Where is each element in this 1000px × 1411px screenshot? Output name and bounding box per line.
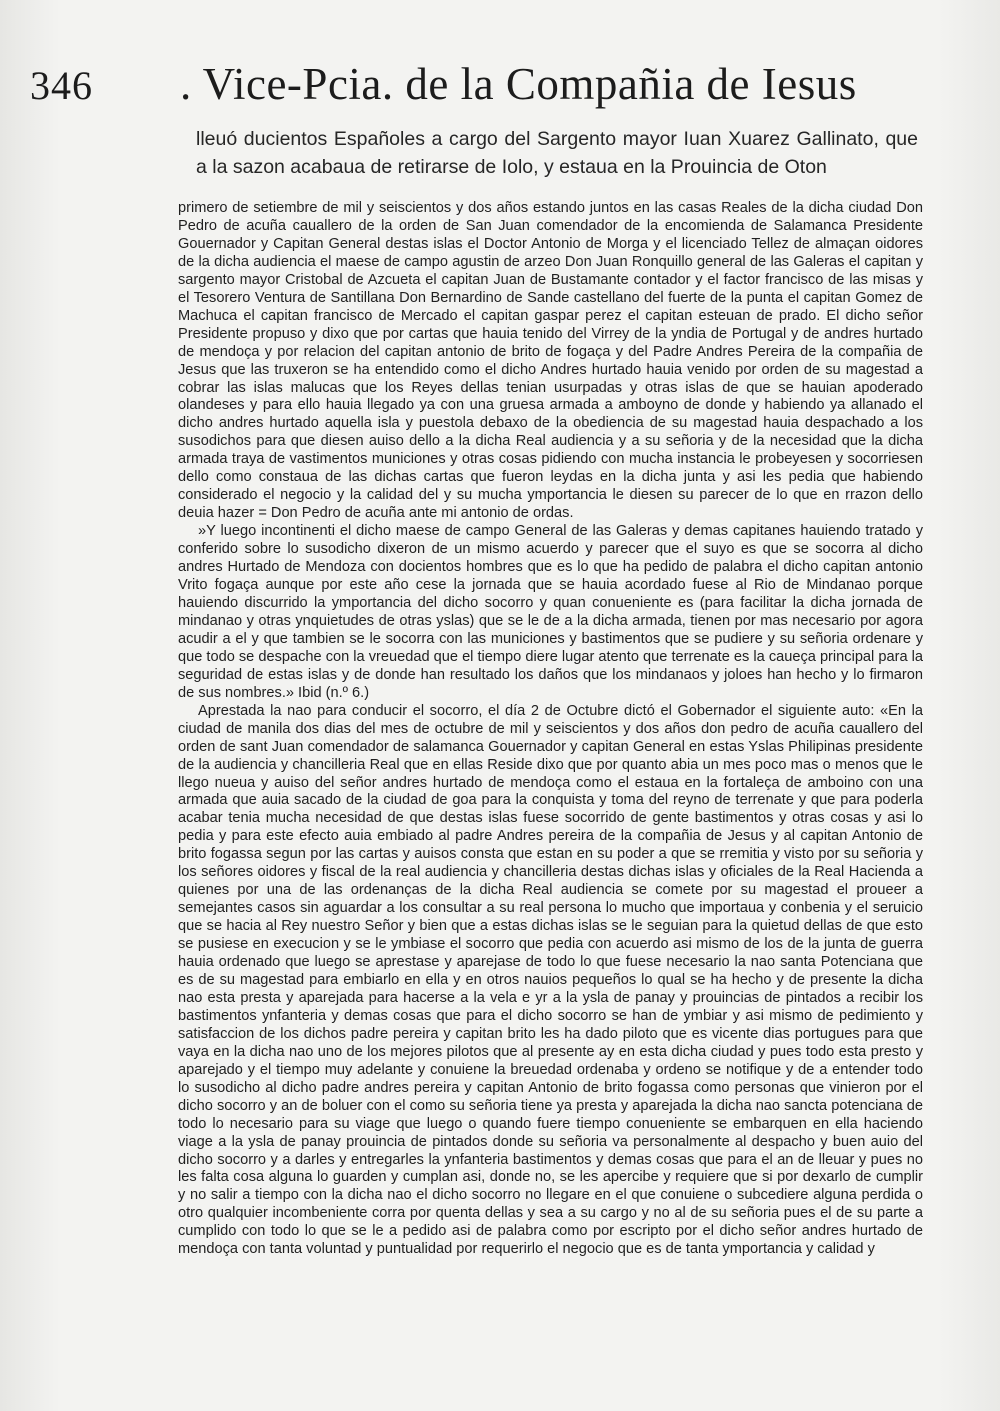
document-body — [178, 200, 923, 1259]
running-title: . Vice-Pcia. de la Compañia de Iesus — [180, 59, 857, 109]
page-number: 346 — [30, 63, 93, 108]
paragraph-2: »Y luego incontinenti el dicho maese de campo General de las Galeras y demas capitanes hauiendo tratado y conferido sobre lo susodicho dixeron de un mismo acuerdo y parecer que el suyo es que se socorra al dicho andres Hurtado de Mendoza con docientos hombres que es lo que ha pedido de palabra el dicho capitan antonio Vrito fogaça aunque por este año cese la jornada que se hauia acordado fuese al Rio de Mindanao porque hauiendo discurrido la ymportancia del dicho socorro y quan conueniente es (para facilitar la dicha jornada de mindanao y otras ynquietudes de otras yslas) que se le de a la dicha armada, tienen por mas necesario por agora acudir a el y que tambien se le socorra con las municiones y bastimentos que se pudiere y su señoria ordenare y que todo se despache con la vreuedad que el tiempo diere lugar atento que terrenate es la caueça principal para la seguridad de estas islas y de donde han resultado los daños que los mindanaos y joloes han hecho y lo firmaron de sus nombres.» Ibid (n.º 6.) — [178, 523, 923, 701]
intro-paragraph: lleuó ducientos Españoles a cargo del Sargento mayor Iuan Xuarez Gallinato, que a la sazon acabaua de retirarse de Iolo, y estaua en la Prouincia de Oton — [196, 128, 918, 178]
paragraph-3: Aprestada la nao para conducir el socorro, el día 2 de Octubre dictó el Gobernador el siguiente auto: «En la ciudad de manila dos dias del mes de octubre de mil y seiscientos y dos años don pedro de acuña cauallero del orden de sant Juan comendador de salamanca Gouernador y capitan General en estas Yslas Philipinas presidente de la audiencia y chancilleria Real que en ellas Reside dixo que por quanto abia un mes poco mas o menos que le llego nueua y auiso del señor andres hurtado de mendoça como el estaua en la fortaleça de amboino con una armada que auia sacado de la ciudad de goa para la conquista y toma del reyno de terrenate y que para poderla acabar tenia mucha necesidad de que destas islas fuese socorrido de gente bastimentos y otras cosas y asi lo pedia y para este efecto auia embiado al padre Andres pereira de la compañia de Jesus y al capitan Antonio de brito fogassa segun por las cartas y auisos consta que estan en su poder a que se rremitia y visto por su señoria y los señores oidores y fiscal de la real audiencia y chancilleria destas dichas islas y oficiales de la Real Hacienda a quienes por una de las ordenanças de la dicha Real audiencia se comete por su magestad el proueer a semejantes casos sin aguardar a los consultar a su real persona lo mucho que importaua y conbenia y el seruicio que se hacia al Rey nuestro Señor y bien que a estas dichas islas se le seguian para la quietud dellas de que esto se pusiese en execucion y se le ymbiase el socorro que pedia con acuerdo asi mismo de los de la junta de guerra hauia ordenado que luego se aprestase y aparejase de todo lo que fuese necesario la nao santa Potenciana que es de su magestad para embiarlo en ella y en otros nauios pequeños lo qual se ha hecho y de presente la dicha nao esta presta y aparejada para hacerse a la vela e yr a la ysla de panay y prouincias de pintados a recibir los bastimentos ynfanteria y demas cosas que para el dicho socorro se han de ymbiar y asi mismo de pedimiento y satisfaccion de los dichos padre pereira y capitan brito les ha dado piloto que es vicente dias portugues para que vaya en la dicha nao uno de los mejores pilotos que al presente ay en esta dicha ciudad y pues todo esta presto y aparejado y el tiempo muy adelante y conuiene la breuedad ordenaba y ordeno se notifique y de a entender todo lo susodicho al dicho padre andres pereira y capitan Antonio de brito fogassa como personas que vinieron por el dicho socorro y an de boluer con el como su señoria tiene ya presta y aparejada la dicha nao sancta potenciana de todo lo necesario para su viage que luego o quando fuere tiempo conueniente se embarquen en ella haciendo viage a la ysla de panay prouincia de pintados donde su señoria va personalmente al despacho y buen auio del dicho socorro y a darles y entregarles la ynfanteria bastimentos y demas cosas que para el an de lleuar y pues no les falta cosa alguna lo guarden y cumplan asi, donde no, se les apercibe y requiere que si por dexarlo de cumplir y no salir a tiempo con la dicha nao el dicho socorro no llegare en el que conuiene o subcediere alguna perdida o otro qualquier incombeniente corra por quenta dellas y sea a su cargo y no al de su señoria pues el de su parte a cumplido con todo lo que se le a pedido asi de palabra como por escripto por el dicho señor andres hurtado de mendoça con tanta voluntad y puntualidad por requerirlo el negocio que es de tanta ymportancia y calidad y — [178, 702, 923, 1258]
paragraph-1: primero de setiembre de mil y seiscientos y dos años estando juntos en las casas Reales de la dicha ciudad Don Pedro de acuña cauallero de la orden de San Juan comendador de la encomienda de Salamanca Presidente Gouernador y Capitan General destas islas el Doctor Antonio de Morga y el licenciado Tellez de almaçan oidores de la dicha audiencia el maese de campo agustin de arzeo Don Juan Ronquillo general de las Galeras el capitan y sargento mayor Cristobal de Azcueta el capitan Juan de Bustamante contador y el factor francisco de las misas y el Tesorero Ventura de Santillana Don Bernardino de Sande castellano del fuerte de la punta el capitan Gomez de Machuca el capitan francisco de Mercado el capitan gaspar perez el capitan esteuan de prado. El dicho señor Presidente propuso y dixo que por cartas que hauia tenido del Virrey de la yndia de Portugal y de andres hurtado de mendoça y por relacion del capitan antonio de brito de fogaça y del Padre Andres Pereira de la compañia de Jesus que las truxeron se ha entendido como el dicho Andres hurtado hauia venido por orden de su magestad a cobrar las islas malucas que los Reyes dellas tenian usurpadas y otras islas de que se hauian apoderado olandeses y para ello hauia llegado ya con una gruesa armada a amboyno de donde y habiendo ya allanado el dicho andres hurtado aquella isla y puestola debaxo de la obediencia de su magestad hauia despachado a los susodichos para que diesen auiso dello a la dicha Real audiencia y a su señoria y de la necesidad que la dicha armada traya de vastimentos municiones y otras cosas pidiendo con mucha instancia le probeyesen y socorriesen dello como constaua de las dichas cartas que fueron leydas en la dicha junta y asi les pedia que habiendo considerado el negocio y la calidad del y su mucha ymportancia le diesen su parecer de lo que en rrazon dello deuia hazer = Don Pedro de acuña ante mi antonio de ordas. — [178, 200, 923, 522]
